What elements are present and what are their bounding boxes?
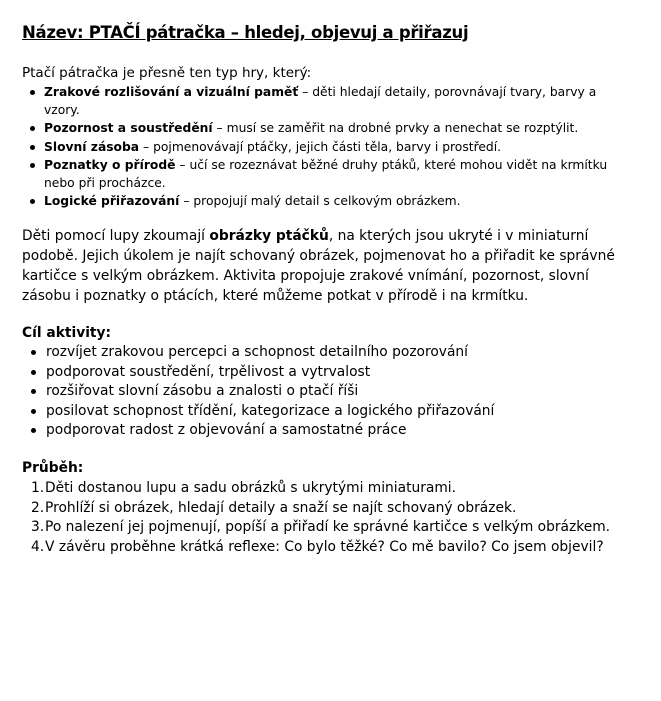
feature-item (22, 192, 632, 210)
paragraph-end: , na kterých jsou ukryté i v miniaturní podobě. Jejich úkolem je najít schovaný obrázek, pojmenovat ho a přiřadit ke správné kartičce s velkým obrázkem. Aktivita propojuje zrakové vnímání, pozornost, slovní zásobu i poznatky o ptácích, které můžeme potkat v přírodě i na krmítku. (22, 228, 615, 304)
feature-term: Zrakové rozlišování a vizuální paměť (44, 85, 299, 99)
feature-description: – učí se rozeznávat běžné druhy ptáků, které mohou vidět na krmítku nebo při procházce. (44, 157, 608, 191)
process-heading: Průběh: (22, 460, 84, 476)
feature-description: – musí se zaměřit na drobné prvky a nenechat se rozptýlit. (212, 121, 579, 136)
feature-term: Logické přiřazování (44, 194, 180, 209)
feature-description: – pojmenovávají ptáčky, jejich části těla, barvy i prostředí. (139, 139, 502, 154)
step-item (22, 538, 610, 558)
step-item (22, 479, 610, 499)
step-item (22, 518, 610, 538)
step-text: Po nalezení jej pojmenují, popíší a přiřadí ke správné kartičce s velkým obrázkem. (45, 519, 611, 536)
feature-description: – děti hledají detaily, porovnávají tvary, barvy a vzory. (44, 85, 597, 118)
feature-term: Poznatky o přírodě (44, 157, 176, 172)
paragraph-start: Děti pomocí lupy zkoumají (22, 228, 210, 244)
goal-item: rozšiřovat slovní zásobu a znalosti o ptačí říši (22, 382, 494, 402)
step-text: V závěru proběhne krátká reflexe: Co bylo těžké? Co mě bavilo? Co jsem objevil? (45, 538, 604, 555)
step-number: 1. (31, 480, 45, 496)
process-steps (22, 479, 610, 557)
step-text: Prohlíží si obrázek, hledají detaily a snaží se najít schovaný obrázek. (45, 499, 517, 516)
goal-item: posilovat schopnost třídění, kategorizace a logického přiřazování (22, 402, 494, 422)
feature-description: – propojují malý detail s celkovým obrázkem. (179, 194, 461, 209)
intro-text: Ptačí pátračka je přesně ten typ hry, který: (22, 65, 312, 81)
feature-term: Pozornost a soustředění (44, 121, 213, 136)
feature-item (22, 83, 632, 119)
goal-item: rozvíjet zrakovou percepci a schopnost detailního pozorování (22, 343, 494, 363)
goals-heading: Cíl aktivity: (22, 325, 112, 341)
paragraph-emphasis: obrázky ptáčků (209, 228, 329, 244)
goal-item: podporovat soustředění, trpělivost a vytrvalost (22, 363, 494, 383)
goals-list (22, 343, 494, 441)
feature-item (22, 119, 632, 137)
feature-term: Slovní zásoba (44, 139, 140, 154)
feature-list (22, 83, 632, 210)
feature-item (22, 156, 632, 192)
goal-item: podporovat radost z objevování a samostatné práce (22, 421, 494, 441)
step-number: 2. (31, 499, 45, 516)
description-paragraph (22, 227, 622, 307)
document-title: Název: PTAČÍ pátračka – hledej, objevuj a přiřazuj (22, 23, 469, 42)
step-number: 3. (31, 519, 45, 536)
step-item (22, 499, 610, 519)
feature-item (22, 138, 632, 156)
step-text: Děti dostanou lupu a sadu obrázků s ukrytými miniaturami. (45, 480, 457, 496)
step-number: 4. (31, 538, 45, 555)
